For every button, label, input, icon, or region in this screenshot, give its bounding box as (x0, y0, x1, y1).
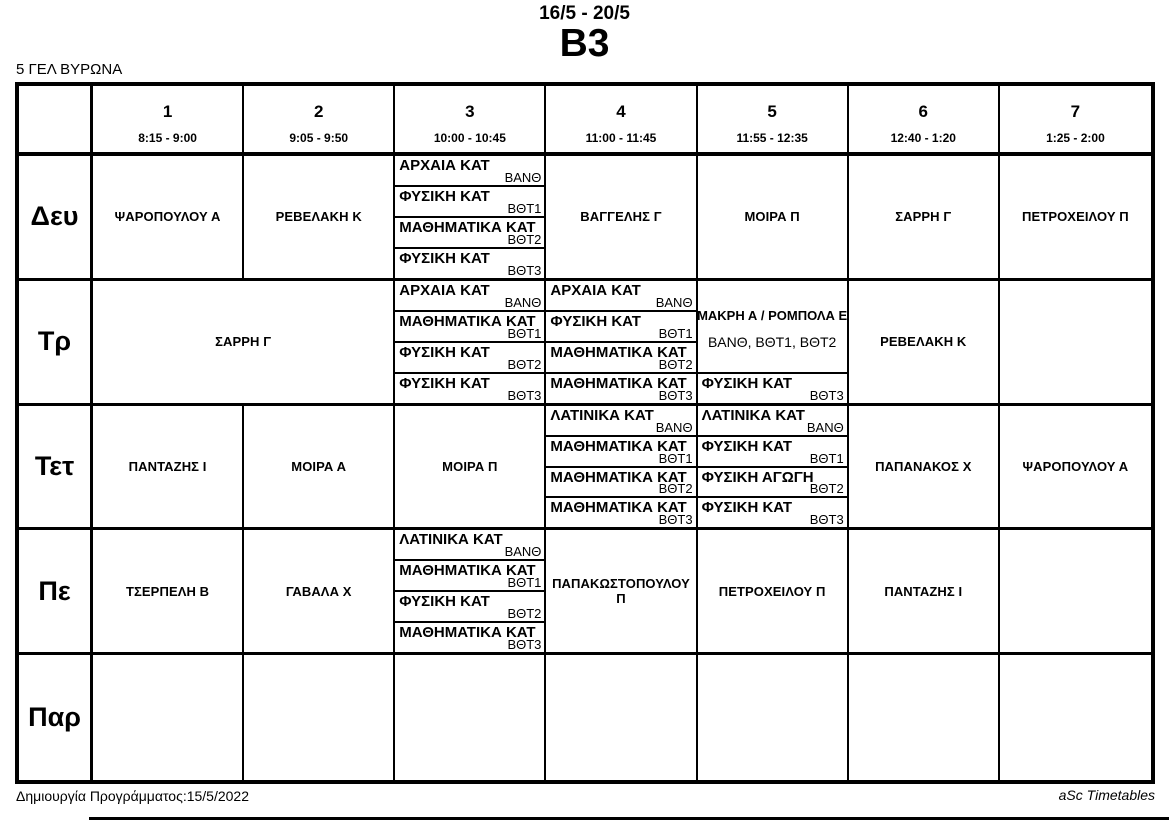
lesson-group: ΒΘΤ3 (658, 387, 693, 403)
cell-thu-p6 (849, 530, 1000, 655)
lesson-stack (546, 281, 695, 403)
lesson-entry (546, 374, 695, 403)
lesson-entry (395, 561, 544, 592)
teacher-name: ΠΑΠΑΝΑΚΟΣ Χ (875, 458, 972, 474)
lesson-group: ΒΘΤ1 (809, 450, 844, 466)
period-header-7 (1000, 86, 1151, 156)
corner-cell (19, 86, 93, 156)
cell-tue-p4 (546, 281, 697, 406)
lesson-group: ΒΘΤ3 (507, 387, 542, 403)
period-header-1 (93, 86, 244, 156)
teacher-name: ΠΑΝΤΑΖΗΣ Ι (884, 583, 963, 599)
cell-mon-p7 (1000, 156, 1151, 281)
lesson-group: ΒΑΝΘ (504, 169, 542, 185)
period-time: 8:15 - 9:00 (138, 131, 197, 145)
teacher-name: ΜΟΙΡΑ Π (744, 209, 800, 225)
day-label-mon: Δευ (19, 156, 93, 281)
merged-groups: ΒΑΝΘ, ΒΘΤ1, ΒΘΤ2 (707, 334, 837, 351)
lesson-group: ΒΘΤ2 (507, 356, 542, 372)
lesson-entry (395, 156, 544, 187)
cell-mon-p3 (395, 156, 546, 281)
day-label-fri: Παρ (19, 655, 93, 780)
class-title: B3 (559, 22, 610, 65)
lesson-subject: ΦΥΣΙΚΗ ΚΑΤ (701, 437, 793, 455)
lesson-subject: ΛΑΤΙΝΙΚΑ ΚΑΤ (399, 531, 503, 549)
lesson-subject: ΜΑΘΗΜΑΤΙΚΑ ΚΑΤ (550, 499, 687, 517)
teacher-name: ΜΟΙΡΑ Π (442, 458, 498, 474)
period-header-3 (395, 86, 546, 156)
period-number: 4 (616, 102, 626, 121)
teacher-name: ΡΕΒΕΛΑΚΗ Κ (275, 209, 362, 225)
teacher-name: ΣΑΡΡΗ Γ (895, 209, 952, 225)
lesson-subject: ΑΡΧΑΙΑ ΚΑΤ (550, 281, 641, 299)
lesson-group: ΒΑΝΘ (655, 419, 693, 435)
lesson-entry (698, 374, 847, 402)
lesson-entry (395, 218, 544, 249)
teacher-name: ΡΕΒΕΛΑΚΗ Κ (880, 334, 967, 350)
teacher-name: ΠΕΤΡΟΧΕΙΛΟΥ Π (1022, 209, 1129, 225)
cell-mon-p6 (849, 156, 1000, 281)
lesson-entry (395, 343, 544, 374)
lesson-subject: ΜΑΘΗΜΑΤΙΚΑ ΚΑΤ (399, 624, 536, 642)
teacher-name: ΤΣΕΡΠΕΛΗ Β (125, 583, 210, 599)
period-time: 12:40 - 1:20 (890, 131, 956, 145)
lesson-group: ΒΘΤ2 (809, 481, 844, 497)
lesson-group: ΒΘΤ2 (658, 481, 693, 497)
footer-brand: aSc Timetables (1058, 787, 1155, 803)
lesson-subject: ΛΑΤΙΝΙΚΑ ΚΑΤ (701, 406, 805, 424)
teacher-name: ΒΑΓΓΕΛΗΣ Γ (580, 209, 662, 225)
lesson-group: ΒΘΤ1 (507, 575, 542, 591)
period-number: 2 (313, 102, 324, 121)
lesson-group: ΒΘΤ2 (507, 606, 542, 622)
lesson-subject: ΦΥΣΙΚΗ ΚΑΤ (399, 343, 490, 361)
lesson-group: ΒΘΤ3 (809, 512, 844, 528)
cell-fri-p2-empty (244, 655, 395, 780)
cell-wed-p3 (395, 406, 546, 531)
lesson-subject: ΦΥΣΙΚΗ ΚΑΤ (399, 187, 490, 205)
period-time: 10:00 - 10:45 (433, 131, 506, 145)
teacher-name: ΜΟΙΡΑ Α (291, 458, 347, 474)
lesson-entry (395, 249, 544, 278)
period-header-5 (698, 86, 849, 156)
cell-mon-p1 (93, 156, 244, 281)
teacher-name: ΓΑΒΑΛΑ Χ (285, 583, 352, 599)
lesson-group: ΒΘΤ3 (809, 387, 844, 403)
cell-wed-p5 (698, 406, 849, 531)
cell-wed-p1 (93, 406, 244, 531)
lesson-subject: ΦΥΣΙΚΗ ΚΑΤ (701, 499, 793, 517)
lesson-group: ΒΘΤ1 (507, 325, 542, 341)
lesson-group: ΒΘΤ1 (658, 450, 693, 466)
cell-wed-p7 (1000, 406, 1151, 531)
lesson-group: ΒΑΝΘ (504, 544, 542, 560)
period-number: 1 (162, 102, 173, 121)
cell-thu-p2 (244, 530, 395, 655)
cell-fri-p6-empty (849, 655, 1000, 780)
lesson-group: ΒΑΝΘ (806, 419, 844, 435)
lesson-entry (546, 406, 695, 437)
cell-thu-p3 (395, 530, 546, 655)
teacher-name: ΨΑΡΟΠΟΥΛΟΥ Α (114, 209, 221, 225)
lesson-stack (395, 530, 544, 652)
lesson-entry (395, 592, 544, 623)
cell-thu-p5 (698, 530, 849, 655)
lesson-entry (395, 374, 544, 403)
footer-created-label: Δημιουργία Προγράμματος:15/5/2022 (16, 788, 249, 804)
day-label-thu: Πε (19, 530, 93, 655)
lesson-entry (546, 343, 695, 374)
period-number: 5 (767, 102, 777, 121)
period-number: 6 (918, 102, 928, 121)
lesson-entry (698, 406, 847, 437)
lesson-entry (546, 312, 695, 343)
lesson-group: ΒΘΤ1 (658, 325, 693, 341)
merged-lesson-block (698, 281, 847, 374)
lesson-entry (698, 498, 847, 527)
lesson-group: ΒΘΤ3 (507, 637, 542, 653)
lesson-stack (698, 281, 847, 403)
lesson-subject: ΑΡΧΑΙΑ ΚΑΤ (399, 157, 490, 174)
cell-tue-p7-empty (1000, 281, 1151, 406)
cell-mon-p2 (244, 156, 395, 281)
merged-teachers: ΜΑΚΡΗ Α / ΡΟΜΠΟΛΑ Ε (697, 308, 848, 324)
cell-thu-p4 (546, 530, 697, 655)
lesson-subject: ΦΥΣΙΚΗ ΚΑΤ (550, 312, 641, 330)
lesson-subject: ΜΑΘΗΜΑΤΙΚΑ ΚΑΤ (399, 312, 536, 330)
lesson-stack (395, 156, 544, 278)
lesson-subject: ΦΥΣΙΚΗ ΚΑΤ (399, 249, 490, 267)
lesson-entry (698, 437, 847, 468)
lesson-stack (395, 281, 544, 403)
cell-fri-p5-empty (698, 655, 849, 780)
period-header-2 (244, 86, 395, 156)
teacher-name: ΠΑΝΤΑΖΗΣ Ι (128, 458, 207, 474)
teacher-name: ΠΑΠΑΚΩΣΤΟΠΟΥΛΟΥ Π (552, 576, 690, 607)
cell-tue-p3 (395, 281, 546, 406)
cell-fri-p3-empty (395, 655, 546, 780)
cell-mon-p4 (546, 156, 697, 281)
lesson-subject: ΜΑΘΗΜΑΤΙΚΑ ΚΑΤ (550, 468, 687, 486)
lesson-subject: ΛΑΤΙΝΙΚΑ ΚΑΤ (550, 406, 654, 424)
period-time: 1:25 - 2:00 (1046, 131, 1105, 145)
lesson-subject: ΜΑΘΗΜΑΤΙΚΑ ΚΑΤ (550, 343, 687, 361)
lesson-entry (395, 187, 544, 218)
lesson-entry (395, 623, 544, 652)
cell-thu-p1 (93, 530, 244, 655)
lesson-group: ΒΑΝΘ (504, 294, 542, 310)
period-number: 7 (1070, 102, 1081, 121)
lesson-entry (546, 498, 695, 527)
lesson-subject: ΦΥΣΙΚΗ ΑΓΩΓΗ (701, 468, 814, 486)
lesson-subject: ΜΑΘΗΜΑΤΙΚΑ ΚΑΤ (399, 218, 536, 236)
lesson-entry (546, 281, 695, 312)
cell-tue-p1-2 (93, 281, 395, 406)
day-label-wed: Τετ (19, 406, 93, 531)
lesson-entry (546, 468, 695, 499)
period-time: 11:55 - 12:35 (736, 131, 808, 145)
day-label-tue: Τρ (19, 281, 93, 406)
lesson-group: ΒΘΤ3 (658, 512, 693, 528)
lesson-entry (395, 281, 544, 312)
teacher-name: ΠΕΤΡΟΧΕΙΛΟΥ Π (718, 583, 826, 599)
lesson-entry (395, 312, 544, 343)
week-range-title: 16/5 - 20/5 (539, 3, 630, 24)
period-time: 9:05 - 9:50 (289, 131, 349, 145)
cell-tue-p6 (849, 281, 1000, 406)
lesson-subject: ΦΥΣΙΚΗ ΚΑΤ (399, 593, 490, 611)
lesson-group: ΒΑΝΘ (655, 294, 693, 310)
cell-fri-p4-empty (546, 655, 697, 780)
lesson-subject: ΜΑΘΗΜΑΤΙΚΑ ΚΑΤ (550, 374, 687, 392)
cell-fri-p1-empty (93, 655, 244, 780)
lesson-entry (395, 530, 544, 561)
page-break-line (89, 817, 1169, 820)
lesson-subject: ΜΑΘΗΜΑΤΙΚΑ ΚΑΤ (550, 437, 687, 455)
lesson-subject: ΑΡΧΑΙΑ ΚΑΤ (399, 281, 490, 299)
period-header-6 (849, 86, 1000, 156)
lesson-entry (698, 468, 847, 499)
teacher-name: ΣΑΡΡΗ Γ (215, 334, 272, 350)
period-header-4 (546, 86, 697, 156)
lesson-group: ΒΘΤ3 (507, 262, 542, 278)
lesson-group: ΒΘΤ2 (658, 356, 693, 372)
lesson-subject: ΜΑΘΗΜΑΤΙΚΑ ΚΑΤ (399, 562, 536, 580)
lesson-stack (698, 406, 847, 528)
teacher-name: ΨΑΡΟΠΟΥΛΟΥ Α (1022, 458, 1129, 474)
cell-mon-p5 (698, 156, 849, 281)
lesson-subject: ΦΥΣΙΚΗ ΚΑΤ (701, 375, 793, 393)
cell-tue-p5 (698, 281, 849, 406)
cell-wed-p4 (546, 406, 697, 531)
lesson-stack (546, 406, 695, 528)
lesson-group: ΒΘΤ2 (507, 231, 542, 247)
lesson-entry (546, 437, 695, 468)
lesson-group: ΒΘΤ1 (507, 200, 542, 216)
cell-thu-p7-empty (1000, 530, 1151, 655)
cell-fri-p7-empty (1000, 655, 1151, 780)
lesson-subject: ΦΥΣΙΚΗ ΚΑΤ (399, 374, 490, 392)
timetable-grid (15, 82, 1155, 784)
cell-wed-p2 (244, 406, 395, 531)
period-time: 11:00 - 11:45 (585, 131, 657, 145)
cell-wed-p6 (849, 406, 1000, 531)
period-number: 3 (465, 102, 475, 121)
school-name: 5 ΓΕΛ ΒΥΡΩΝΑ (16, 61, 123, 78)
